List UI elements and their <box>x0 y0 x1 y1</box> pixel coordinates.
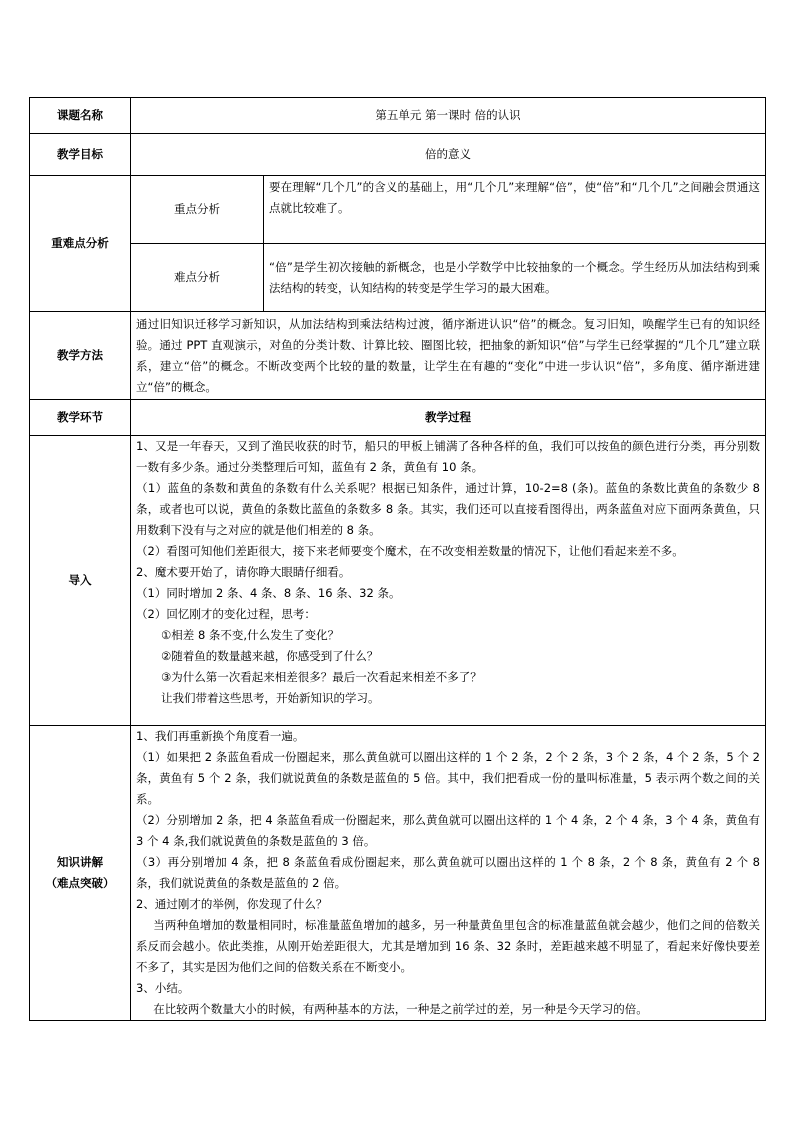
knowledge-content <box>131 726 766 1021</box>
intro-line: 2、魔术要开始了，请你睁大眼睛仔细看。 <box>136 565 351 579</box>
intro-line: 1、又是一年春天，又到了渔民收获的时节，船只的甲板上铺满了各种各样的鱼，我们可以按鱼的颜色进行分类，再分别数一数有多少条。通过分类整理后可知，蓝鱼有 2 条，黄鱼有 10 条。 <box>136 439 760 474</box>
hard-point-label: 难点分析 <box>131 244 264 312</box>
knowledge-line: 2、通过刚才的举例，你发现了什么？ <box>136 897 328 911</box>
key-point-row <box>30 176 766 244</box>
knowledge-line: （3）再分别增加 4 条，把 8 条蓝鱼看成份圈起来，那么黄鱼就可以圈出这样的 1 个 8 条，2 个 8 条，黄鱼有 2 个 8 条，我们就说黄鱼的条数是蓝鱼的 2 倍。 <box>136 855 760 890</box>
teaching-method-label: 教学方法 <box>30 312 131 400</box>
teaching-goal-value: 倍的意义 <box>131 134 766 176</box>
intro-label: 导入 <box>30 436 131 726</box>
knowledge-label-main: 知识讲解 <box>57 855 103 869</box>
lesson-title-row <box>30 98 766 134</box>
teaching-method-text: 通过旧知识迁移学习新知识，从加法结构到乘法结构过渡，循序渐进认识“倍”的概念。复习旧知，唤醒学生已有的知识经验。通过 PPT 直观演示，对鱼的分类计数、计算比较、圈图比较，把抽象的新知识“倍”与学生已经掌握的“几个几”建立联系，建立“倍”的概念。不断改变两个比较的量的数量，让学生在有趣的“变化”中进一步认识“倍”，多角度、循序渐进建立“倍”的概念。 <box>131 312 766 400</box>
knowledge-line: 3、小结。 <box>136 981 190 995</box>
intro-question: ②随着鱼的数量越来越，你感受到了什么？ <box>161 649 379 663</box>
intro-line: 让我们带着这些思考，开始新知识的学习。 <box>161 691 380 705</box>
intro-line: （2）看图可知他们差距很大，接下来老师要变个魔术，在不改变相差数量的情况下，让他们看起来差不多。 <box>136 544 684 558</box>
teaching-process-header: 教学过程 <box>131 400 766 436</box>
teaching-goal-label: 教学目标 <box>30 134 131 176</box>
knowledge-line: 当两种鱼增加的数量相同时，标准量蓝鱼增加的越多，另一种量黄鱼里包含的标准量蓝鱼就会越少，他们之间的倍数关系反而会越小。依此类推，从刚开始差距很大，尤其是增加到 16 条、32 条时，差距越来越不明显了，看起来好像快要差不多了，其实是因为他们之间的倍数关系在不断变小。 <box>136 918 760 974</box>
intro-row <box>30 436 766 726</box>
knowledge-line: （2）分别增加 2 条，把 4 条蓝鱼看成一份圈起来，那么黄鱼就可以圈出这样的 1 个 4 条，2 个 4 条，3 个 4 条，黄鱼有 3 个 4 条,我们就说黄鱼的条数是蓝鱼的 3 倍。 <box>136 813 760 848</box>
knowledge-line: 1、我们再重新换个角度看一遍。 <box>136 729 305 743</box>
lesson-plan-table <box>29 97 766 1021</box>
intro-question: ①相差 8 条不变,什么发生了变化？ <box>161 628 340 642</box>
hard-point-row <box>30 244 766 312</box>
knowledge-line: 在比较两个数量大小的时候，有两种基本的方法，一种是之前学过的差，另一种是今天学习的倍。 <box>153 1002 648 1016</box>
key-point-label: 重点分析 <box>131 176 264 244</box>
knowledge-row <box>30 726 766 1021</box>
hard-point-text: “倍”是学生初次接触的新概念，也是小学数学中比较抽象的一个概念。学生经历从加法结构到乘法结构的转变，认知结构的转变是学生学习的最大困难。 <box>264 244 766 312</box>
intro-line: （1）蓝鱼的条数和黄鱼的条数有什么关系呢？根据已知条件，通过计算，10-2=8 (条)。蓝鱼的条数比黄鱼的条数少 8 条，或者也可以说，黄鱼的条数比蓝鱼的条数多 8 条。其实，我们还可以直接看图得出，两条蓝鱼对应下面两条黄鱼，只用数剩下没有与之对应的就是他们相差的 8 条。 <box>136 481 760 537</box>
knowledge-line: （1）如果把 2 条蓝鱼看成一份圈起来，那么黄鱼就可以圈出这样的 1 个 2 条，2 个 2 条，3 个 2 条，4 个 2 条，5 个 2 条，黄鱼有 5 个 2 条，我们就说黄鱼的条数是蓝鱼的 5 倍。其中，我们把看成一份的量叫标准量，5 表示两个数之间的关系。 <box>136 750 760 806</box>
intro-line: （1）同时增加 2 条、4 条、8 条、16 条、32 条。 <box>136 586 401 600</box>
intro-question: ③为什么第一次看起来相差很多？最后一次看起来相差不多了？ <box>161 670 482 684</box>
lesson-title-label: 课题名称 <box>30 98 131 134</box>
teaching-method-row <box>30 312 766 400</box>
section-header-row <box>30 400 766 436</box>
teaching-stage-header: 教学环节 <box>30 400 131 436</box>
key-point-text: 要在理解“几个几”的含义的基础上，用“几个几”来理解“倍”，使“倍”和“几个几”之间融会贯通这点就比较难了。 <box>264 176 766 244</box>
teaching-goal-row <box>30 134 766 176</box>
knowledge-label-sub: （难点突破） <box>45 876 115 890</box>
difficulty-analysis-label: 重难点分析 <box>30 176 131 312</box>
intro-content <box>131 436 766 726</box>
knowledge-label <box>30 726 131 1021</box>
intro-line: （2）回忆刚才的变化过程，思考： <box>136 607 316 621</box>
lesson-title-value: 第五单元 第一课时 倍的认识 <box>131 98 766 134</box>
